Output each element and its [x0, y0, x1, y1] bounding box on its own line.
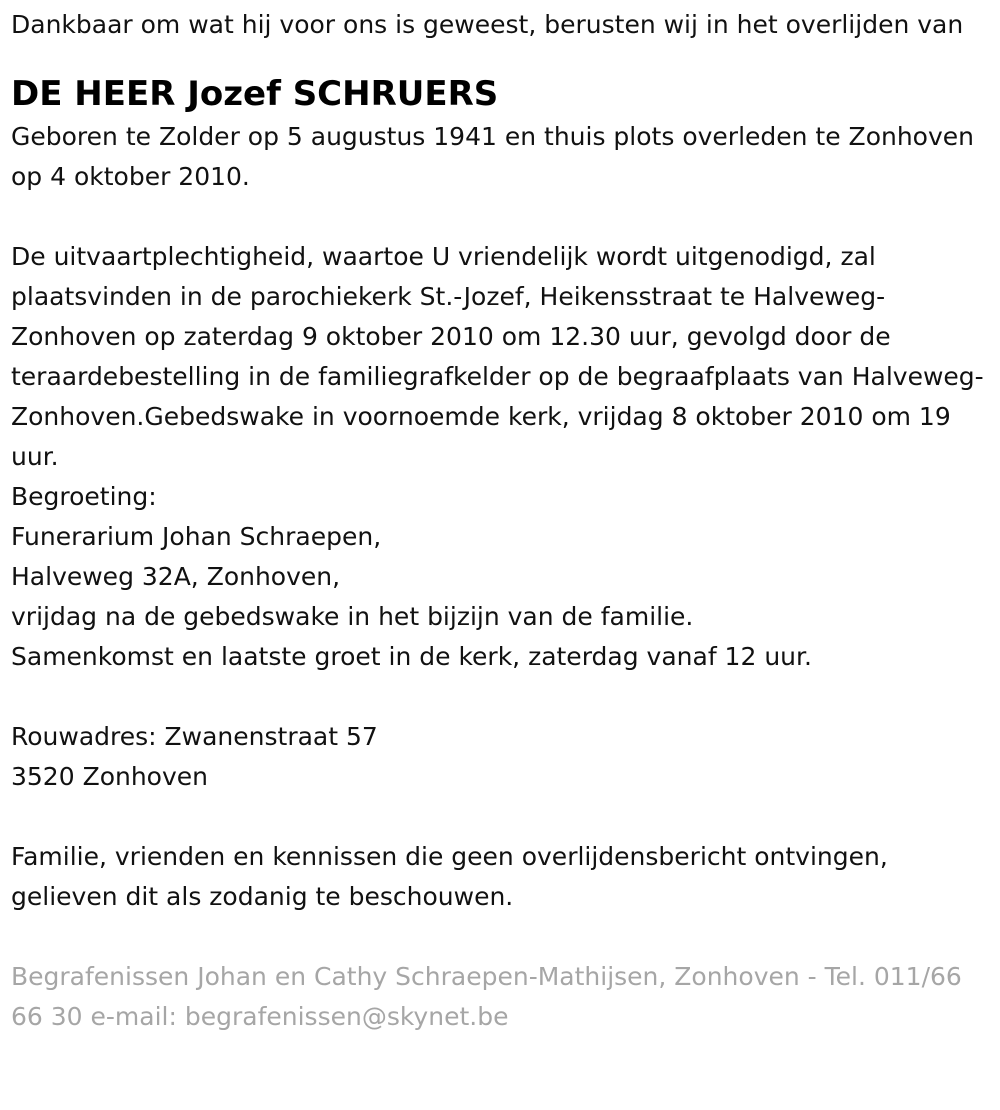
mourning-address-line2: 3520 Zonhoven	[11, 762, 208, 791]
intro-text: Dankbaar om wat hij voor ons is geweest, berusten wij in het overlijden van	[11, 10, 964, 39]
footer-email-link[interactable]: begrafenissen@skynet.be	[184, 1002, 509, 1031]
greeting-when: vrijdag na de gebedswake in het bijzijn van de familie.	[11, 602, 694, 631]
spacer	[11, 797, 986, 837]
spacer	[11, 917, 986, 957]
ceremony-text: De uitvaartplechtigheid, waartoe U vriendelijk wordt uitgenodigd, zal plaatsvinden in de parochiekerk St.-Jozef, Heikensstraat te Halveweg-Zonhoven op zaterdag 9 oktober 2010 om 12.30 uur, gevolgd door de teraardebestelling in de familiegrafkelder op de begraafplaats van Halveweg-Zonhoven.Gebedswake in voornoemde kerk, vrijdag 8 oktober 2010 om 19 uur.	[11, 242, 984, 471]
obituary-notice	[11, 0, 986, 1037]
funeral-home-footer	[11, 957, 986, 1037]
greeting-place: Funerarium Johan Schraepen,	[11, 522, 382, 551]
birth-death-text: Geboren te Zolder op 5 augustus 1941 en thuis plots overleden te Zonhoven op 4 oktober 2010.	[11, 122, 974, 191]
spacer	[11, 197, 986, 237]
greeting-gathering: Samenkomst en laatste groet in de kerk, zaterdag vanaf 12 uur.	[11, 642, 812, 671]
greeting-heading: Begroeting:	[11, 482, 157, 511]
deceased-name: DE HEER Jozef SCHRUERS	[11, 74, 499, 114]
spacer	[11, 677, 986, 717]
mourning-address-line1: Rouwadres: Zwanenstraat 57	[11, 722, 378, 751]
greeting-address: Halveweg 32A, Zonhoven,	[11, 562, 341, 591]
notice-text: Familie, vrienden en kennissen die geen overlijdensbericht ontvingen, gelieven dit als zodanig te beschouwen.	[11, 842, 888, 911]
footer-text: Begrafenissen Johan en Cathy Schraepen-Mathijsen, Zonhoven - Tel. 011/66 66 30 e-mail:	[11, 962, 962, 1031]
greeting-section	[11, 477, 986, 677]
mourning-address	[11, 717, 986, 797]
